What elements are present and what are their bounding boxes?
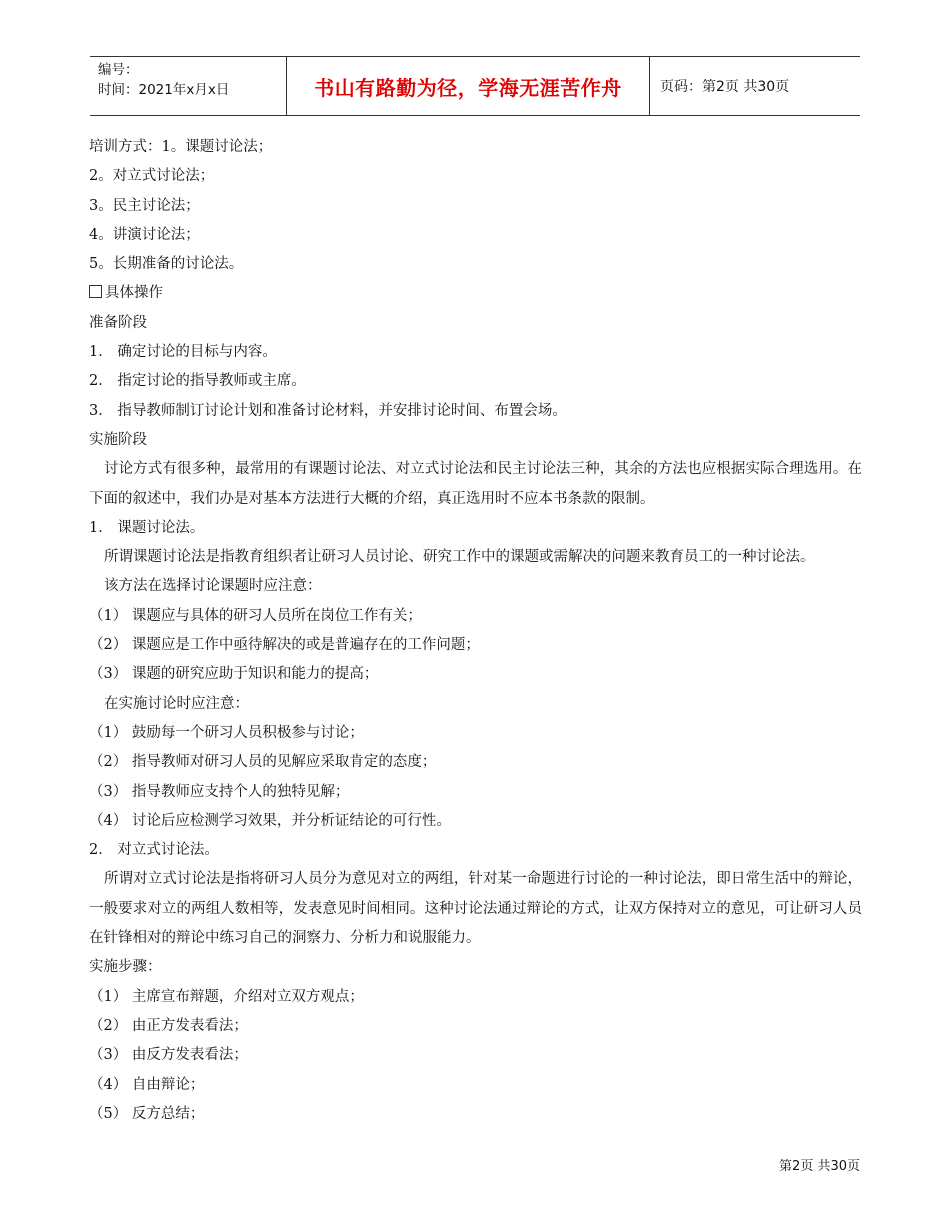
list-item: 1． 确定讨论的目标与内容。 xyxy=(89,344,277,361)
list-item: （3） 指导教师应支持个人的独特见解； xyxy=(89,783,350,800)
list-item: （1） 课题应与具体的研习人员所在岗位工作有关； xyxy=(89,607,422,624)
list-item: （2） 指导教师对研习人员的见解应采取肯定的态度； xyxy=(89,754,437,771)
document-body xyxy=(89,133,862,1129)
method-item: 2。对立式讨论法； xyxy=(89,168,215,185)
number-label: 编号： xyxy=(98,62,139,78)
method-item: 5。长期准备的讨论法。 xyxy=(89,256,244,273)
method-item: 4。讲演讨论法； xyxy=(89,226,200,243)
stage-heading: 准备阶段 xyxy=(89,314,147,331)
list-item: （1） 鼓励每一个研习人员积极参与讨论； xyxy=(89,724,364,741)
page-header xyxy=(90,56,860,116)
header-page-number: 页码：第2页 共30页 xyxy=(660,79,790,95)
checkbox-icon xyxy=(89,285,102,298)
training-methods-line: 培训方式：1。课题讨论法； xyxy=(89,139,273,155)
time-label: 时间：2021年x月x日 xyxy=(98,82,230,98)
steps-heading: 实施步骤： xyxy=(89,959,162,976)
list-item: （5） 反方总结； xyxy=(89,1105,205,1122)
header-meta xyxy=(98,60,229,100)
paragraph: 所谓课题讨论法是指教育组织者让研习人员讨论、研究工作中的课题或需解决的问题来教育员工的一种讨论法。 xyxy=(104,549,815,566)
header-divider xyxy=(649,57,650,115)
list-item: （2） 课题应是工作中亟待解决的或是普遍存在的工作问题； xyxy=(89,637,480,654)
section-heading-text: 具体操作 xyxy=(105,285,163,302)
list-item: （1） 主席宣布辩题，介绍对立双方观点； xyxy=(89,988,364,1005)
method-item: 3。民主讨论法； xyxy=(89,197,200,214)
list-item: 3． 指导教师制订讨论计划和准备讨论材料，并安排讨论时间、布置会场。 xyxy=(89,402,567,419)
list-item: 2． 指定讨论的指导教师或主席。 xyxy=(89,373,306,390)
list-item: （4） 自由辩论； xyxy=(89,1076,205,1093)
page-footer: 第2页 共30页 xyxy=(779,1159,860,1174)
paragraph: 所谓对立式讨论法是指将研习人员分为意见对立的两组，针对某一命题进行讨论的一种讨论法，即日常生活中的辩论，一般要求对立的两组人数相等，发表意见时间相同。这种讨论法通过辩论的方式，让双方保持对立的意见，可让研习人员在针锋相对的辩论中练习自己的洞察力、分析力和说服能力。 xyxy=(89,871,862,947)
paragraph: 在实施讨论时应注意： xyxy=(104,695,249,712)
list-item: 2． 对立式讨论法。 xyxy=(89,842,219,859)
list-item: 1． 课题讨论法。 xyxy=(89,519,205,536)
stage-heading: 实施阶段 xyxy=(89,431,147,448)
section-heading xyxy=(89,279,862,308)
list-item: （3） 由反方发表看法； xyxy=(89,1047,248,1064)
list-item: （3） 课题的研究应助于知识和能力的提高； xyxy=(89,666,379,683)
list-item: （2） 由正方发表看法； xyxy=(89,1017,248,1034)
header-motto: 书山有路勤为径，学海无涯苦作舟 xyxy=(314,75,622,100)
paragraph: 该方法在选择讨论课题时应注意： xyxy=(104,578,322,595)
paragraph: 讨论方式有很多种，最常用的有课题讨论法、对立式讨论法和民主讨论法三种，其余的方法也应根据实际合理选用。在下面的叙述中，我们办是对基本方法进行大概的介绍，真正选用时不应本书条款的限制。 xyxy=(89,461,862,507)
list-item: （4） 讨论后应检测学习效果，并分析证结论的可行性。 xyxy=(89,812,451,829)
